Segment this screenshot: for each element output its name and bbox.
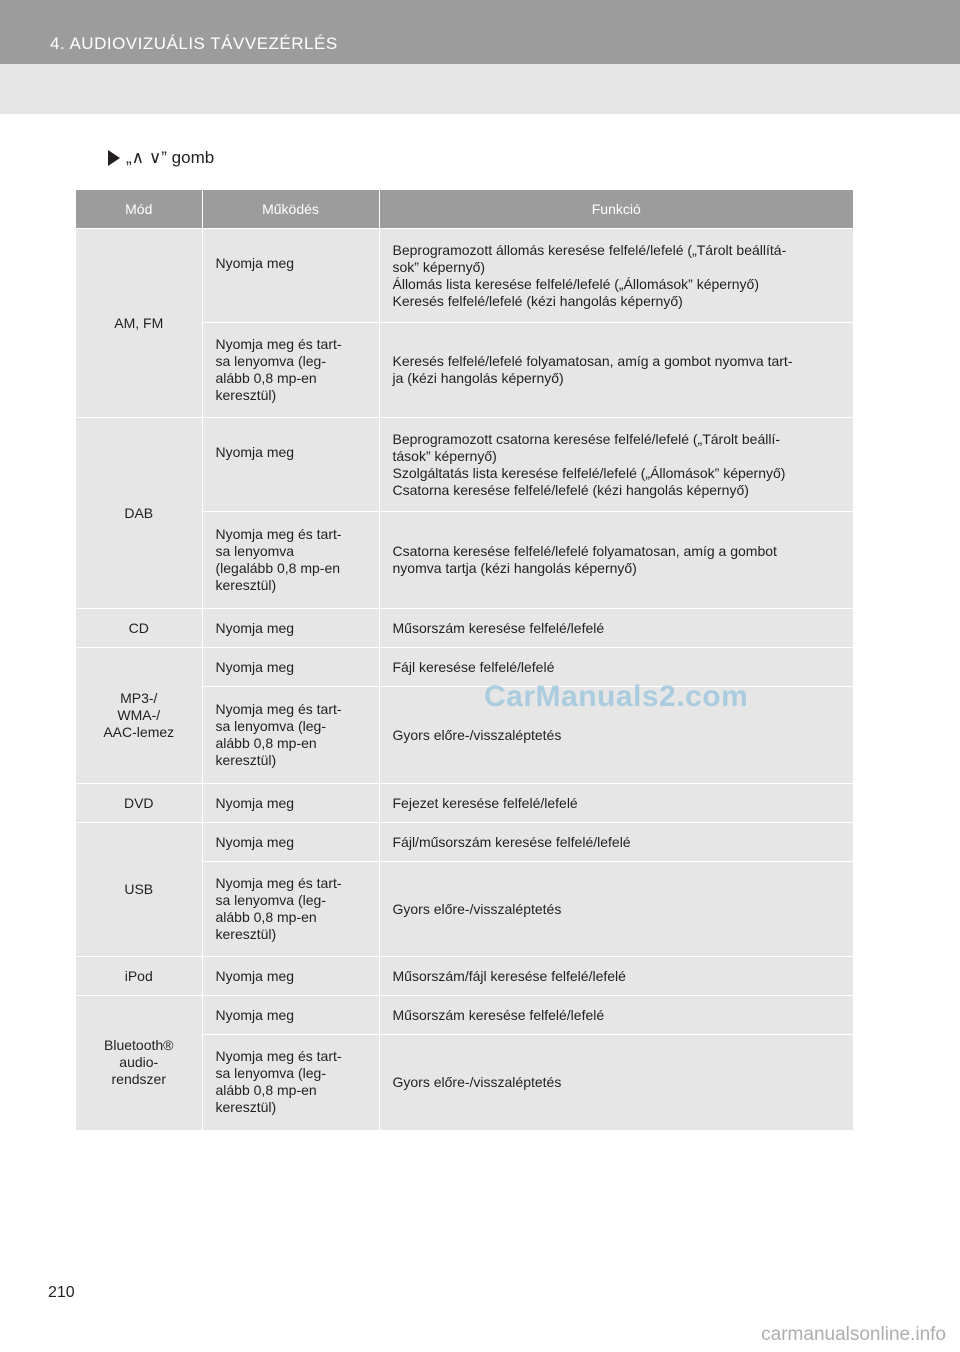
operation-cell: Nyomja meg és tart- sa lenyomva (leg- alább 0,8 mp-en keresztül) — [202, 862, 379, 957]
mode-cell: DAB — [76, 418, 202, 609]
function-cell: Gyors előre-/visszaléptetés — [379, 1035, 853, 1130]
table-row — [76, 823, 853, 862]
column-header-mode: Mód — [76, 190, 202, 229]
mode-cell: iPod — [76, 957, 202, 996]
operation-cell: Nyomja meg és tart- sa lenyomva (leg- alább 0,8 mp-en keresztül) — [202, 323, 379, 418]
function-cell: Fejezet keresése felfelé/lefelé — [379, 784, 853, 823]
mode-cell: DVD — [76, 784, 202, 823]
function-cell: Beprogramozott csatorna keresése felfelé/lefelé („Tárolt beállí- tások” képernyő) Szolgáltatás lista keresése felfelé/lefelé („Állomások” képernyő) Csatorna keresése felfelé/lefelé (kézi hangolás képernyő) — [379, 418, 853, 512]
header-bar — [0, 0, 960, 64]
operation-cell: Nyomja meg — [202, 648, 379, 687]
table-row — [76, 229, 853, 323]
function-cell: Műsorszám keresése felfelé/lefelé — [379, 996, 853, 1035]
function-cell: Műsorszám/fájl keresése felfelé/lefelé — [379, 957, 853, 996]
function-cell: Csatorna keresése felfelé/lefelé folyamatosan, amíg a gombot nyomva tartja (kézi hangolás képernyő) — [379, 512, 853, 609]
table-row — [76, 957, 853, 996]
function-cell: Gyors előre-/visszaléptetés — [379, 862, 853, 957]
mode-cell: MP3-/ WMA-/ AAC-lemez — [76, 648, 202, 784]
function-cell: Gyors előre-/visszaléptetés — [379, 687, 853, 784]
function-cell: Beprogramozott állomás keresése felfelé/lefelé („Tárolt beállítá- sok” képernyő) Állomás lista keresése felfelé/lefelé („Állomások” képernyő) Keresés felfelé/lefelé (kézi hangolás képernyő) — [379, 229, 853, 323]
operation-cell: Nyomja meg — [202, 784, 379, 823]
table-body — [76, 229, 853, 1130]
page-number: 210 — [48, 1284, 75, 1301]
function-table — [76, 190, 853, 1130]
operation-cell: Nyomja meg és tart- sa lenyomva (leg- alább 0,8 mp-en keresztül) — [202, 1035, 379, 1130]
table-row — [76, 784, 853, 823]
table-row — [76, 996, 853, 1035]
operation-cell: Nyomja meg — [202, 609, 379, 648]
table-row — [76, 609, 853, 648]
column-header-function: Funkció — [379, 190, 853, 229]
operation-cell: Nyomja meg és tart- sa lenyomva (leg- alább 0,8 mp-en keresztül) — [202, 687, 379, 784]
mode-cell: AM, FM — [76, 229, 202, 418]
subheading — [108, 148, 214, 168]
function-cell: Fájl keresése felfelé/lefelé — [379, 648, 853, 687]
operation-cell: Nyomja meg — [202, 229, 379, 323]
subheading-text: „∧ ∨” gomb — [126, 148, 215, 167]
table-row — [76, 418, 853, 512]
mode-cell: CD — [76, 609, 202, 648]
column-header-operation: Működés — [202, 190, 379, 229]
operation-cell: Nyomja meg — [202, 996, 379, 1035]
header-band — [0, 64, 960, 114]
function-cell: Műsorszám keresése felfelé/lefelé — [379, 609, 853, 648]
mode-cell: Bluetooth® audio- rendszer — [76, 996, 202, 1130]
footer-watermark: carmanualsonline.info — [761, 1324, 946, 1345]
watermark: CarManuals2.com — [484, 680, 749, 713]
operation-cell: Nyomja meg — [202, 823, 379, 862]
operation-cell: Nyomja meg — [202, 418, 379, 512]
table-header-row — [76, 190, 853, 229]
function-cell: Keresés felfelé/lefelé folyamatosan, amíg a gombot nyomva tart- ja (kézi hangolás képernyő) — [379, 323, 853, 418]
page-title: 4. AUDIOVIZUÁLIS TÁVVEZÉRLÉS — [50, 34, 338, 53]
function-cell: Fájl/műsorszám keresése felfelé/lefelé — [379, 823, 853, 862]
mode-cell: USB — [76, 823, 202, 957]
operation-cell: Nyomja meg — [202, 957, 379, 996]
operation-cell: Nyomja meg és tart- sa lenyomva (legalább 0,8 mp-en keresztül) — [202, 512, 379, 609]
triangle-bullet-icon — [108, 150, 120, 166]
